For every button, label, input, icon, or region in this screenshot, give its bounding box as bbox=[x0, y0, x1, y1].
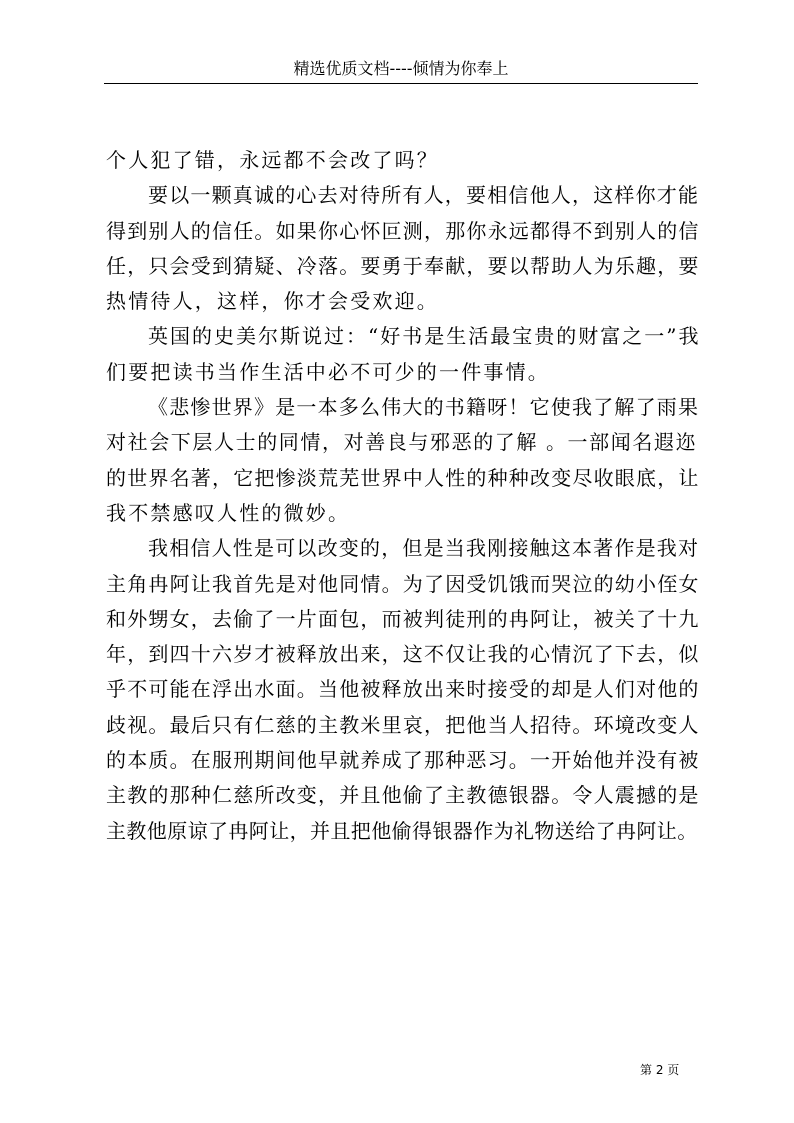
header-divider bbox=[104, 83, 698, 84]
text-line: 对社会下层人士的同情，对善良与邪恶的了解 。一部闻名遐迩 bbox=[106, 430, 698, 455]
text-line: 歧视。最后只有仁慈的主教米里哀，把他当人招待。环境改变人 bbox=[106, 712, 700, 737]
text-line: 乎不可能在浮出水面。当他被释放出来时接受的却是人们对他的 bbox=[106, 677, 700, 702]
text-line: 主教的那种仁慈所改变，并且他偷了主教德银器。令人震撼的是 bbox=[106, 783, 700, 808]
page-number: 第 2 页 bbox=[640, 1063, 680, 1077]
text-line: 任，只会受到猜疑、冷落。要勇于奉献，要以帮助人为乐趣，要 bbox=[106, 253, 700, 278]
text-line: 主教他原谅了冉阿让，并且把他偷得银器作为礼物送给了冉阿让。 bbox=[106, 818, 698, 843]
text-line: 要以一颗真诚的心去对待所有人，要相信他人，这样你才能 bbox=[148, 183, 700, 208]
text-line: 的世界名著，它把惨淡荒芜世界中人性的种种改变尽收眼底，让 bbox=[106, 465, 700, 490]
text-line: 主角冉阿让我首先是对他同情。为了因受饥饿而哭泣的幼小侄女 bbox=[106, 571, 700, 596]
page-header-title: 精选优质文档----倾情为你奉上 bbox=[293, 59, 509, 78]
text-line: 们要把读书当作生活中必不可少的一件事情。 bbox=[106, 359, 550, 384]
text-line: 我不禁感叹人性的微妙。 bbox=[106, 500, 351, 525]
document-body bbox=[106, 143, 700, 849]
text-line: 个人犯了错，永远都不会改了吗？ bbox=[106, 148, 439, 172]
text-line: 热情待人，这样，你才会受欢迎。 bbox=[106, 289, 439, 314]
text-line: 《悲惨世界》是一本多么伟大的书籍呀！它使我了解了雨果 bbox=[148, 395, 700, 420]
text-line: 年，到四十六岁才被释放出来，这不仅让我的心情沉了下去，似 bbox=[106, 642, 700, 667]
text-line: 英国的史美尔斯说过：“好书是生活最宝贵的财富之一”我 bbox=[148, 324, 701, 349]
text-line: 和外甥女，去偷了一片面包，而被判徒刑的冉阿让，被关了十九 bbox=[106, 606, 700, 631]
text-line: 我相信人性是可以改变的，但是当我刚接触这本著作是我对 bbox=[148, 536, 700, 561]
text-line: 的本质。在服刑期间他早就养成了那种恶习。一开始他并没有被 bbox=[106, 748, 700, 773]
text-line: 得到别人的信任。如果你心怀叵测，那你永远都得不到别人的信 bbox=[106, 218, 700, 243]
